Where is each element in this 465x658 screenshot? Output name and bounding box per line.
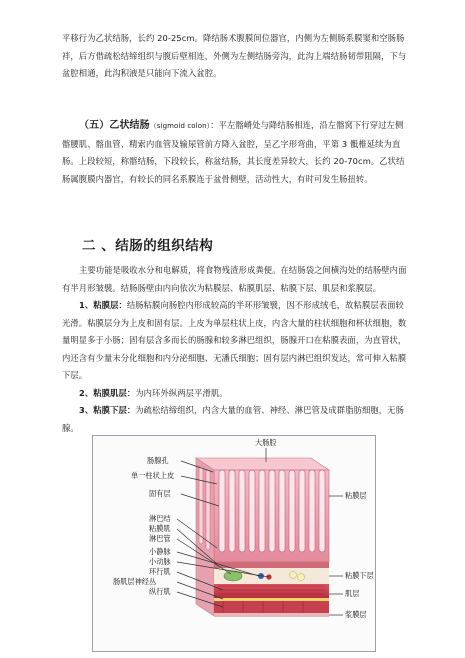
paragraph-descending-colon	[62, 30, 410, 83]
sigmoid-english: （sigmoid colon）	[149, 122, 211, 130]
label-longitudinal-muscle: 纵行肌	[149, 587, 171, 596]
label-arteriole: 小动脉	[149, 557, 171, 566]
paragraph-sigmoid-colon	[62, 117, 410, 188]
item1-label: 1、粘膜层：	[79, 300, 127, 310]
sigmoid-title: （五）乙状结肠	[79, 120, 150, 131]
label-mucosa-layer: 粘膜层	[345, 491, 367, 500]
paragraph-muscularis-mucosae	[62, 385, 410, 403]
para1-text: 平移行为乙状结肠，长约 20-25cm。降结肠术腹膜间位器官，内侧为左侧肠系膜窦和空肠肠袢，后方借疏松结缔组织与腹后壁相连，外侧为左侧结肠旁沟，此沟上端结肠韧带阻隔，下与盆腔相通，此沟积液是只能向下流入盆腔。	[62, 33, 407, 78]
label-muscularis-mucosae: 粘膜肌	[149, 524, 171, 533]
item3-text: 为疏松结缔组织，内含大量的血管、神经、淋巴管及成群脂肪细胞，无肠腺。	[62, 405, 404, 433]
colon-wall-diagram	[92, 435, 376, 652]
paragraph-intro	[62, 262, 410, 297]
item2-text: 为内环外纵两层平滑肌。	[135, 388, 228, 398]
label-serosa-layer: 浆膜层	[345, 610, 367, 619]
label-simple-columnar-epithelium: 单一柱状上皮	[131, 471, 175, 480]
item2-label: 2、粘膜肌层：	[79, 388, 136, 398]
label-lamina-propria: 固有层	[149, 489, 171, 498]
label-circular-muscle: 环行肌	[149, 567, 171, 576]
label-gland-pit: 肠腺孔	[147, 456, 169, 465]
label-colon-lumen: 大肠腔	[255, 438, 277, 447]
colon-wall-illustration	[93, 436, 375, 651]
label-venule: 小静脉	[149, 547, 171, 556]
label-muscularis-layer: 肌层	[345, 589, 360, 598]
label-lymphatic-vessel: 淋巴管	[149, 534, 171, 543]
section-heading: 二 、结肠的组织结构	[82, 238, 214, 254]
item3-label: 3、粘膜下层：	[79, 405, 136, 415]
paragraph-mucosa	[62, 297, 410, 385]
paragraph-submucosa	[62, 402, 410, 437]
item1-text: 结肠粘膜向肠腔内形成较高的半环形皱襞，因不形成绒毛，故粘膜层表面较光滑。粘膜层分为上皮和固有层。上皮为单层柱状上皮，内含大量的柱状细胞和杯状细胞，数量明显多于小肠；固有层含多而长的肠腺和较多淋巴组织，肠腺开口在粘膜表面，为直管状，内还含有少量未分化细胞和内分泌细胞、无潘氏细胞；固有层内淋巴组织发达，常可伸入粘膜下层。	[62, 300, 407, 380]
sigmoid-text: ：平左髂嵴处与降结肠相连，沿左髂窝下行穿过左侧髂腰肌、髂血管、精索内血管及输尿管前方降入盆腔，呈乙字形弯曲，平第 3 骶椎延续为直肠。上段较短，称髂结肠，下段较长，称盆结肠，其长度差异较大，长约 20-70cm。乙状结肠属腹膜内器官，有较长的同名系膜连于盆骨侧壁，活动性大，有时可发生肠扭转。	[62, 120, 405, 184]
intro-text: 主要功能是吸收水分和电解质，将食物残渣形成粪便。在结肠袋之间横沟处的结肠壁内面有半月形皱襞。结肠肠壁由内向依次为粘膜层、粘膜肌层、粘膜下层、肌层和浆膜层。	[62, 265, 407, 293]
label-lymph-nodule: 淋巴结	[149, 514, 171, 523]
label-myenteric-plexus: 肠肌层神经丛	[113, 577, 157, 586]
label-submucosa-layer: 粘膜下层	[345, 571, 374, 580]
